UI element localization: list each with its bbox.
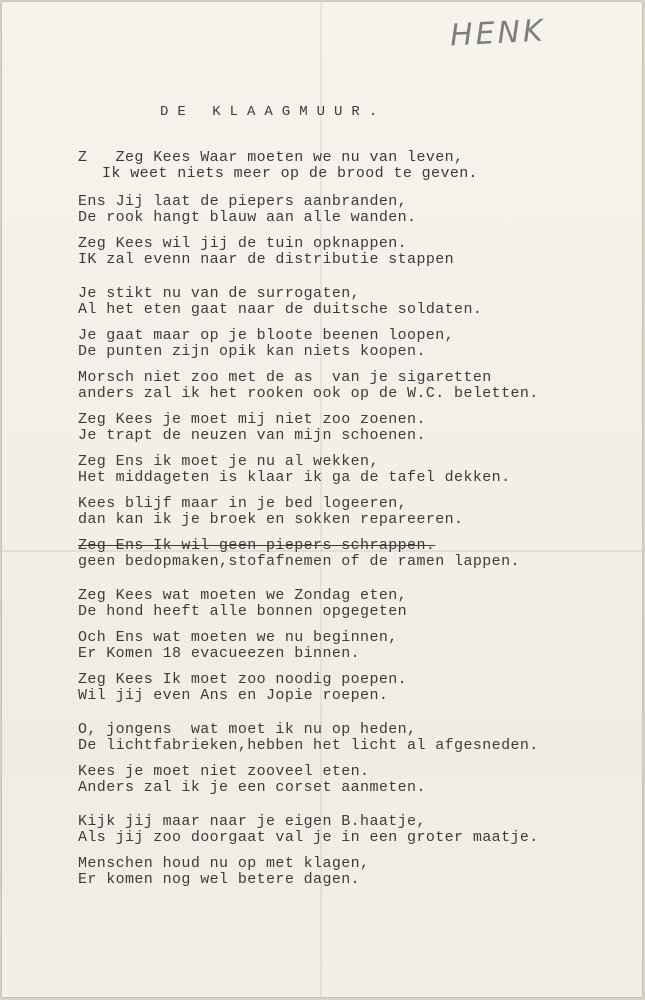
poem-line: Wil jij even Ans en Jopie roepen.	[78, 687, 389, 704]
poem-line: Kijk jij maar naar je eigen B.haatje,	[78, 813, 426, 830]
poem-line: dan kan ik je broek en sokken repareeren.	[78, 511, 464, 528]
poem-line: Zeg Kees Ik moet zoo noodig poepen.	[78, 671, 408, 688]
poem-line-struck: Zeg Ens Ik wil geen piepers schrappen.	[78, 537, 436, 554]
poem-line: Ens Jij laat de piepers aanbranden,	[78, 193, 408, 210]
poem-line: Morsch niet zoo met de as van je sigaretten	[78, 369, 492, 386]
poem-line: Kees je moet niet zooveel eten.	[78, 763, 370, 780]
poem-line: Zeg Kees je moet mij niet zoo zoenen.	[78, 411, 426, 428]
poem-line: De lichtfabrieken,hebben het licht al afgesneden.	[78, 737, 539, 754]
poem-line: Och Ens wat moeten we nu beginnen,	[78, 629, 398, 646]
poem-line: Je stikt nu van de surrogaten,	[78, 285, 361, 302]
poem-line: Als jij zoo doorgaat val je in een groter maatje.	[78, 829, 539, 846]
poem-line: De rook hangt blauw aan alle wanden.	[78, 209, 417, 226]
poem-line: IK zal evenn naar de distributie stappen	[78, 251, 455, 268]
poem-line: Het middageten is klaar ik ga de tafel dekken.	[78, 469, 511, 486]
poem-line: Z Zeg Kees Waar moeten we nu van leven,	[78, 149, 464, 166]
poem-line: Al het eten gaat naar de duitsche soldaten.	[78, 301, 483, 318]
typed-document-page	[2, 2, 642, 997]
poem-line: Je gaat maar op je bloote beenen loopen,	[78, 327, 455, 344]
poem-title: DE KLAAGMUUR.	[160, 104, 387, 120]
poem-line: Anders zal ik je een corset aanmeten.	[78, 779, 426, 796]
poem-line: geen bedopmaken,stofafnemen of de ramen lappen.	[78, 553, 520, 570]
poem-line: O, jongens wat moet ik nu op heden,	[78, 721, 417, 738]
poem-line: Zeg Kees wil jij de tuin opknappen.	[78, 235, 408, 252]
poem-line: Zeg Ens ik moet je nu al wekken,	[78, 453, 379, 470]
poem-line: De punten zijn opik kan niets koopen.	[78, 343, 426, 360]
poem-line: Er Komen 18 evacueezen binnen.	[78, 645, 361, 662]
poem-line: Er komen nog wel betere dagen.	[78, 871, 361, 888]
poem-line: Zeg Kees wat moeten we Zondag eten,	[78, 587, 408, 604]
poem-line: Je trapt de neuzen van mijn schoenen.	[78, 427, 426, 444]
poem-line: Menschen houd nu op met klagen,	[78, 855, 370, 872]
poem-line: Ik weet niets meer op de brood te geven.	[102, 165, 479, 182]
poem-line: anders zal ik het rooken ook op de W.C. beletten.	[78, 385, 539, 402]
poem-line: De hond heeft alle bonnen opgegeten	[78, 603, 408, 620]
handwritten-annotation: HENK	[449, 13, 547, 54]
poem-line: Kees blijf maar in je bed logeeren,	[78, 495, 408, 512]
